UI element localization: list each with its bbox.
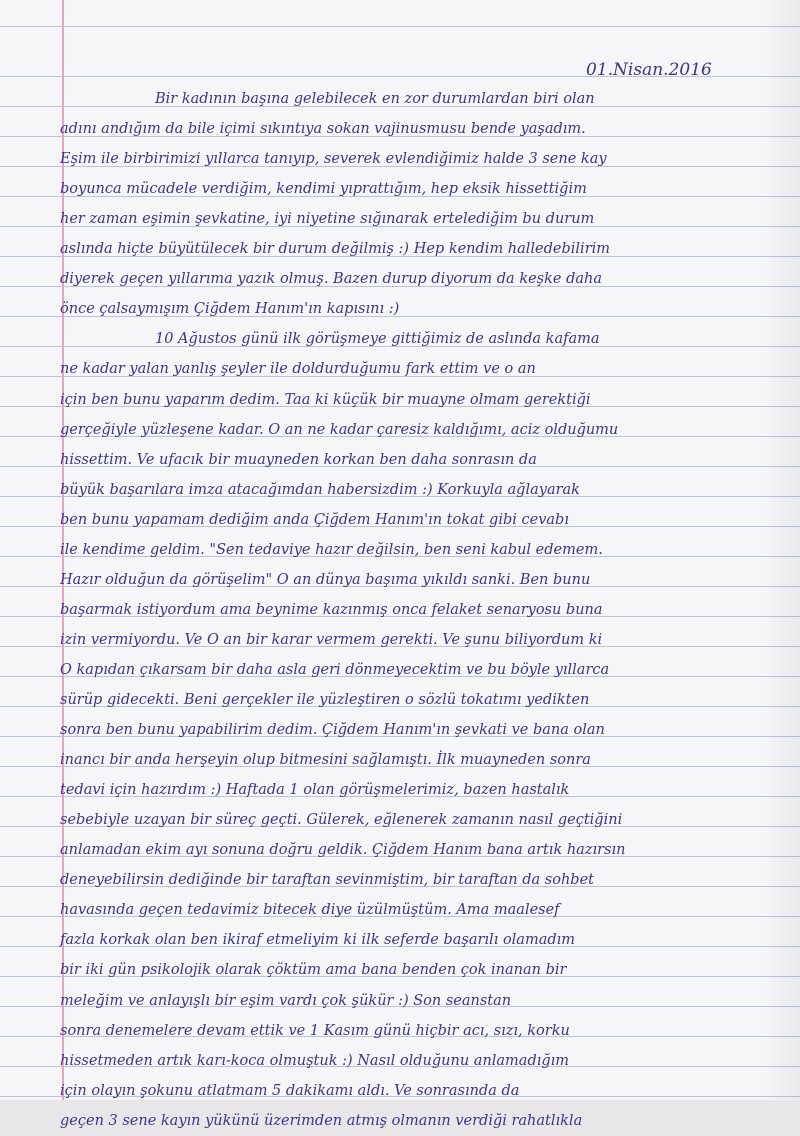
handwritten-line: 10 Ağustos günü ilk görüşmeye gittiğimiz de aslında kafama xyxy=(155,331,600,347)
handwritten-line: hissetmeden artık karı-koca olmuştuk :) Nasıl olduğunu anlamadığım xyxy=(60,1053,570,1069)
handwritten-line: Hazır olduğun da görüşelim" O an dünya başıma yıkıldı sanki. Ben bunu xyxy=(60,572,591,588)
handwritten-line: ben bunu yapamam dediğim anda Çiğdem Hanım'ın tokat gibi cevabı xyxy=(60,512,569,528)
handwritten-line: anlamadan ekim ayı sonuna doğru geldik. Çiğdem Hanım bana artık hazırsın xyxy=(60,842,626,858)
handwritten-line: O kapıdan çıkarsam bir daha asla geri dönmeyecektim ve bu böyle yıllarca xyxy=(60,662,610,678)
handwritten-line: havasında geçen tedavimiz bitecek diye üzülmüştüm. Ama maalesef xyxy=(60,902,560,918)
handwritten-line: büyük başarılara imza atacağımdan habersizdim :) Korkuyla ağlayarak xyxy=(60,482,580,498)
handwritten-line: gerçeğiyle yüzleşene kadar. O an ne kadar çaresiz kaldığımı, aciz olduğumu xyxy=(60,422,619,438)
handwritten-line: inancı bir anda herşeyin olup bitmesini sağlamıştı. İlk muayneden sonra xyxy=(60,752,591,768)
handwritten-line: hissettim. Ve ufacık bir muayneden korkan ben daha sonrasın da xyxy=(60,452,537,468)
handwritten-line: izin vermiyordu. Ve O an bir karar vermem gerekti. Ve şunu biliyordum ki xyxy=(60,632,603,648)
handwritten-line: fazla korkak olan ben ikiraf etmeliyim ki ilk seferde başarılı olamadım xyxy=(60,932,576,948)
page-edge-shadow xyxy=(764,0,800,1100)
handwritten-line: başarmak istiyordum ama beynime kazınmış onca felaket senaryosu buna xyxy=(60,602,603,618)
handwritten-line: ne kadar yalan yanlış şeyler ile doldurduğumu fark ettim ve o an xyxy=(60,361,536,377)
handwritten-line: sonra denemelere devam ettik ve 1 Kasım günü hiçbir acı, sızı, korku xyxy=(60,1023,570,1039)
handwritten-line: sonra ben bunu yapabilirim dedim. Çiğdem Hanım'ın şevkati ve bana olan xyxy=(60,722,605,738)
handwritten-line: bir iki gün psikolojik olarak çöktüm ama bana benden çok inanan bir xyxy=(60,962,567,978)
handwritten-line: aslında hiçte büyütülecek bir durum değilmiş :) Hep kendim halledebilirim xyxy=(60,241,611,257)
handwritten-line: için ben bunu yaparım dedim. Taa ki küçük bir muayne olmam gerektiği xyxy=(60,392,591,408)
handwritten-line: meleğim ve anlayışlı bir eşim vardı çok şükür :) Son seanstan xyxy=(60,993,512,1009)
handwritten-line: her zaman eşimin şevkatine, iyi niyetine sığınarak ertelediğim bu durum xyxy=(60,211,595,227)
handwritten-line: boyunca mücadele verdiğim, kendimi yıprattığım, hep eksik hissettiğim xyxy=(60,181,587,197)
handwritten-line: sürüp gidecekti. Beni gerçekler ile yüzleştiren o sözlü tokatımı yedikten xyxy=(60,692,590,708)
handwritten-line: sebebiyle uzayan bir süreç geçti. Gülerek, eğlenerek zamanın nasıl geçtiğini xyxy=(60,812,623,828)
handwritten-line: ile kendime geldim. "Sen tedaviye hazır değilsin, ben seni kabul edemem. xyxy=(60,542,603,558)
handwritten-line: Eşim ile birbirimizi yıllarca tanıyıp, severek evlendiğimiz halde 3 sene kay xyxy=(60,151,607,167)
handwritten-line: tedavi için hazırdım :) Haftada 1 olan görüşmelerimiz, bazen hastalık xyxy=(60,782,570,798)
handwritten-line: için olayın şokunu atlatmam 5 dakikamı aldı. Ve sonrasında da xyxy=(60,1083,520,1099)
handwritten-line: geçen 3 sene kayın yükünü üzerimden atmış olmanın verdiği rahatlıkla xyxy=(60,1113,583,1129)
handwritten-line: diyerek geçen yıllarıma yazık olmuş. Bazen durup diyorum da keşke daha xyxy=(60,271,603,287)
handwritten-line: önce çalsaymışım Çiğdem Hanım'ın kapısını :) xyxy=(60,301,400,317)
letter-date: 01.Nisan.2016 xyxy=(586,60,712,80)
handwritten-line: adını andığım da bile içimi sıkıntıya sokan vajinusmusu bende yaşadım. xyxy=(60,121,586,137)
handwritten-line: deneyebilirsin dediğinde bir taraftan sevinmiştim, bir taraftan da sohbet xyxy=(60,872,594,888)
handwritten-line: Bir kadının başına gelebilecek en zor durumlardan biri olan xyxy=(155,91,595,107)
